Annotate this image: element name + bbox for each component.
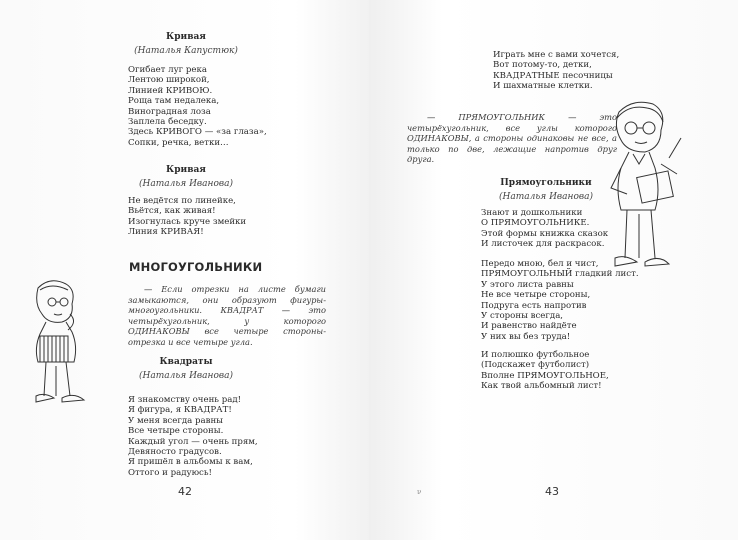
poem-line: Играть мне с вами хочется,	[493, 50, 620, 60]
poem-line: Этой формы книжка сказок	[481, 228, 609, 239]
poem-line: Не все четыре стороны,	[481, 290, 591, 301]
poem-line: Заплела беседку.	[128, 117, 207, 128]
poem-line: У этого листа равны	[481, 279, 574, 290]
poem-line: Передо мною, бел и чист,	[481, 259, 599, 269]
poem-line: И листочек для раскрасок.	[481, 239, 605, 250]
poem-line: Линия КРИВАЯ!	[128, 227, 204, 238]
poem-line: Как твой альбомный лист!	[481, 381, 602, 392]
poem-line: Оттого и радуюсь!	[128, 467, 212, 478]
poem-line: Изогнулась круче змейки	[128, 216, 247, 227]
poem-line: Не ведётся по линейке,	[128, 196, 236, 206]
poem-body	[128, 65, 267, 148]
poem-title: Прямоугольники	[500, 178, 592, 188]
poem-body	[128, 196, 246, 238]
poem-line: (Подскажет футболист)	[481, 360, 590, 371]
poem-line: Подруга есть напротив	[481, 300, 587, 311]
page-number: 43	[545, 485, 559, 498]
poem-line: Вполне ПРЯМОУГОЛЬНОЕ,	[481, 370, 609, 381]
poem-line: Огибает луг река	[128, 65, 207, 75]
poem-line: Линией КРИВОЮ.	[128, 85, 213, 96]
margin-mark: ν	[417, 488, 422, 496]
poem-stanza	[481, 350, 609, 392]
poem-line: Вот потому-то, детки,	[493, 60, 592, 71]
poem-line: Я пришёл в альбомы к вам,	[128, 457, 253, 468]
poem-line: Здесь КРИВОГО — «за глаза»,	[128, 127, 267, 138]
poem-line: Сопки, речка, ветки…	[128, 137, 229, 148]
poem-line: Знают и дошкольники	[481, 208, 583, 218]
poem-title: Квадраты	[159, 357, 213, 367]
poem-line: Каждый угол — очень прям,	[128, 436, 258, 447]
boy-with-book-illustration	[599, 98, 699, 273]
poem-title: Кривая	[166, 32, 206, 42]
poem-line: Лентою широкой,	[128, 75, 210, 86]
poem-line: Я знакомству очень рад!	[128, 395, 242, 405]
poem-line: ПРЯМОУГОЛЬНЫЙ гладкий лист.	[481, 269, 639, 280]
definition-paragraph: — Если отрезки на листе бумаги замыкаются, они образуют фигуры-многоугольники. КВАДРАТ — это четырёхугольник, у которого ОДИНАКОВЫ все четыре стороны-отрезка и все четыре угла.	[128, 284, 326, 347]
poem-line: У меня всегда равны	[128, 415, 224, 426]
poem-line: О ПРЯМОУГОЛЬНИКЕ.	[481, 218, 590, 229]
poem-line: Все четыре стороны.	[128, 426, 224, 437]
poem-stanza	[481, 208, 608, 250]
boy-with-accordion-illustration	[18, 278, 110, 413]
poem-line: Я фигура, я КВАДРАТ!	[128, 405, 232, 416]
poem-line: КВАДРАТНЫЕ песочницы	[493, 70, 613, 81]
poem-body	[128, 395, 258, 478]
section-heading: МНОГОУГОЛЬНИКИ	[129, 260, 263, 274]
definition-paragraph: — ПРЯМОУГОЛЬНИК — это четырёхугольник, все углы которого ОДИНАКОВЫ, а стороны одинаковы не все, а только по две, лежащие напротив друг друга.	[407, 112, 617, 165]
page-number: 42	[178, 485, 192, 498]
poem-line: И шахматные клетки.	[493, 81, 593, 92]
poem-line: И полюшко футбольное	[481, 350, 590, 360]
poem-author: (Наталья Иванова)	[499, 192, 593, 202]
poem-title: Кривая	[166, 165, 206, 175]
poem-line: Вьётся, как живая!	[128, 206, 216, 217]
right-page	[369, 0, 738, 540]
poem-line: Девяносто градусов.	[128, 447, 222, 458]
poem-line: У них вы без труда!	[481, 331, 571, 342]
poem-author: (Наталья Капустюк)	[134, 46, 238, 56]
poem-author: (Наталья Иванова)	[139, 371, 233, 381]
poem-line: Виноградная лоза	[128, 106, 211, 117]
poem-continued	[493, 50, 619, 92]
poem-line: И равенство найдёте	[481, 321, 577, 332]
poem-line: Роща там недалека,	[128, 96, 220, 107]
poem-line: У стороны всегда,	[481, 311, 564, 322]
poem-author: (Наталья Иванова)	[139, 179, 233, 189]
